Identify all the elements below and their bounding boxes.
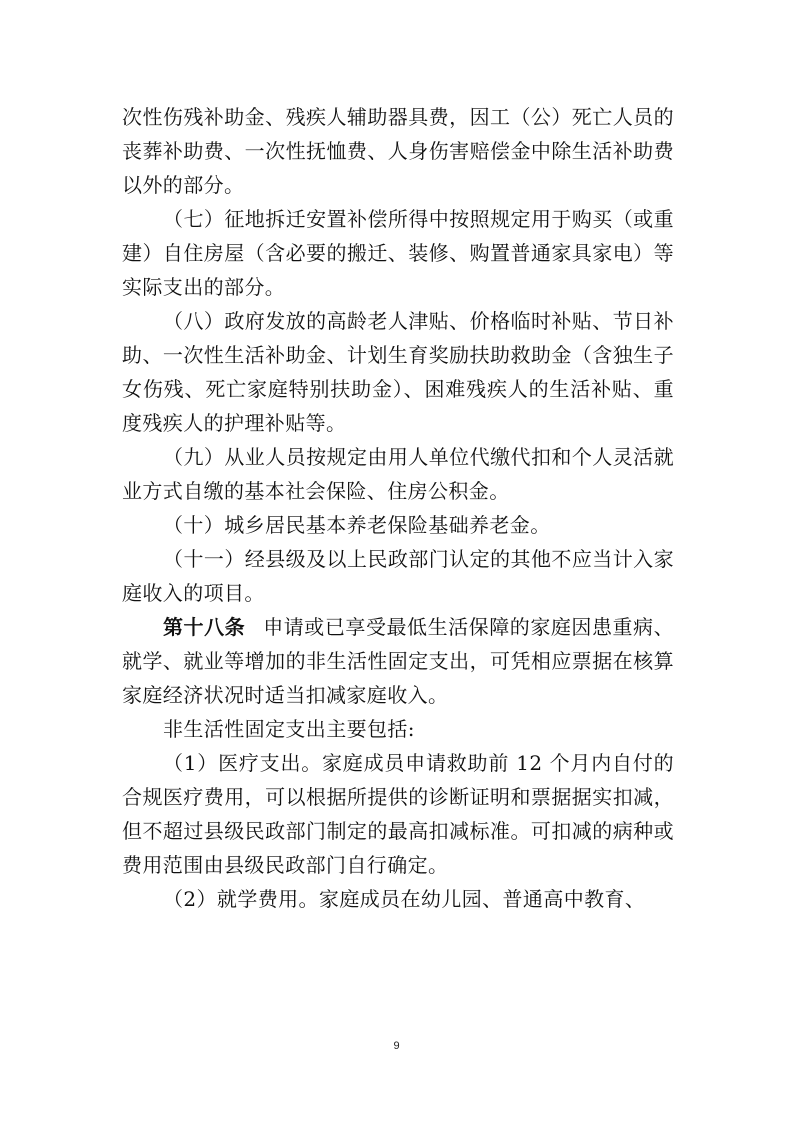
paragraph-continuation: 次性伤残补助金、残疾人辅助器具费，因工（公）死亡人员的丧葬补助费、一次性抚恤费、人身伤害赔偿金中除生活补助费以外的部分。 — [122, 105, 674, 197]
document-body — [122, 100, 674, 916]
paragraph-item-8: （八）政府发放的高龄老人津贴、价格临时补贴、节日补助、一次性生活补助金、计划生育奖励扶助救助金（含独生子女伤残、死亡家庭特别扶助金）、困难残疾人的生活补贴、重度残疾人的护理补贴等。 — [122, 309, 674, 435]
paragraph-item-7: （七）征地拆迁安置补偿所得中按照规定用于购买（或重建）自住房屋（含必要的搬迁、装修、购置普通家具家电）等实际支出的部分。 — [122, 207, 674, 299]
page-number: 9 — [393, 1040, 400, 1052]
paragraph-medical-expense: （1）医疗支出。家庭成员申请救助前 12 个月内自付的合规医疗费用，可以根据所提供的诊断证明和票据据实扣减，但不超过县级民政部门制定的最高扣减标准。可扣减的病种或费用范围由县级民政部门自行确定。 — [122, 751, 674, 877]
paragraph-item-10: （十）城乡居民基本养老保险基础养老金。 — [163, 513, 551, 537]
paragraph-education-expense: （2）就学费用。家庭成员在幼儿园、普通高中教育、 — [163, 887, 646, 911]
paragraph-item-11: （十一）经县级及以上民政部门认定的其他不应当计入家庭收入的项目。 — [122, 547, 674, 605]
paragraph-expenditure-intro: 非生活性固定支出主要包括: — [163, 717, 415, 741]
paragraph-item-9: （九）从业人员按规定由用人单位代缴代扣和个人灵活就业方式自缴的基本社会保险、住房公积金。 — [122, 445, 674, 503]
article-18 — [122, 610, 674, 712]
article-18-text: 申请或已享受最低生活保障的家庭因患重病、就学、就业等增加的非生活性固定支出，可凭相应票据在核算家庭经济状况时适当扣减家庭收入。 — [122, 615, 675, 707]
article-18-heading: 第十八条 — [163, 615, 246, 639]
